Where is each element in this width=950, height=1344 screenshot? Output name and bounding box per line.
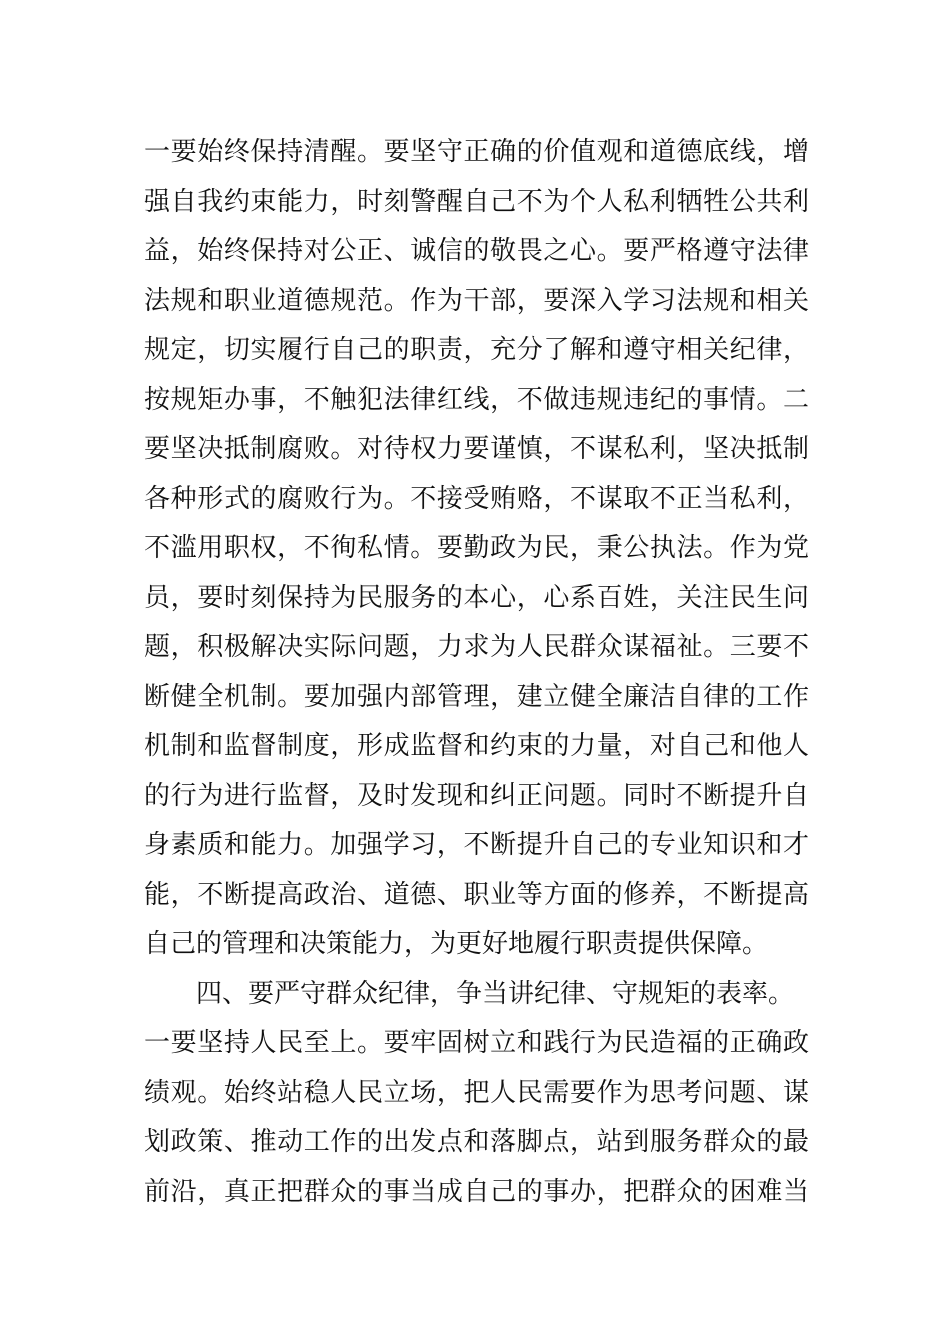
text-line: 一要始终保持清醒。要坚守正确的价值观和道德底线，增 bbox=[144, 137, 809, 167]
text-line: 规定，切实履行自己的职责，充分了解和遵守相关纪律， bbox=[144, 335, 809, 365]
text-line: 按规矩办事，不触犯法律红线，不做违规违纪的事情。二 bbox=[144, 385, 809, 415]
text-line: 强自我约束能力，时刻警醒自己不为个人私利牺牲公共利 bbox=[144, 187, 809, 217]
text-line: 自己的管理和决策能力，为更好地履行职责提供保障。 bbox=[144, 929, 769, 959]
text-line: 断健全机制。要加强内部管理，建立健全廉洁自律的工作 bbox=[144, 682, 809, 712]
section-heading-line: 四、要严守群众纪律，争当讲纪律、守规矩的表率。 bbox=[196, 979, 795, 1009]
text-line: 身素质和能力。加强学习，不断提升自己的专业知识和才 bbox=[144, 830, 809, 860]
text-line: 前沿，真正把群众的事当成自己的事办，把群众的困难当 bbox=[144, 1177, 809, 1207]
text-line: 不滥用职权，不徇私情。要勤政为民，秉公执法。作为党 bbox=[144, 533, 809, 563]
text-line: 划政策、推动工作的出发点和落脚点，站到服务群众的最 bbox=[144, 1127, 809, 1157]
text-line: 要坚决抵制腐败。对待权力要谨慎，不谋私利，坚决抵制 bbox=[144, 434, 809, 464]
text-line: 题，积极解决实际问题，力求为人民群众谋福祉。三要不 bbox=[144, 632, 809, 662]
text-line: 各种形式的腐败行为。不接受贿赂，不谋取不正当私利， bbox=[144, 484, 809, 514]
text-line: 机制和监督制度，形成监督和约束的力量，对自己和他人 bbox=[144, 731, 809, 761]
text-line: 法规和职业道德规范。作为干部，要深入学习法规和相关 bbox=[144, 286, 809, 316]
text-line: 的行为进行监督，及时发现和纠正问题。同时不断提升自 bbox=[144, 781, 809, 811]
text-line: 绩观。始终站稳人民立场，把人民需要作为思考问题、谋 bbox=[144, 1078, 809, 1108]
text-line: 员，要时刻保持为民服务的本心，心系百姓，关注民生问 bbox=[144, 583, 809, 613]
text-line: 一要坚持人民至上。要牢固树立和践行为民造福的正确政 bbox=[144, 1028, 809, 1058]
text-line: 益，始终保持对公正、诚信的敬畏之心。要严格遵守法律 bbox=[144, 236, 809, 266]
text-line: 能，不断提高政治、道德、职业等方面的修养，不断提高 bbox=[144, 880, 809, 910]
